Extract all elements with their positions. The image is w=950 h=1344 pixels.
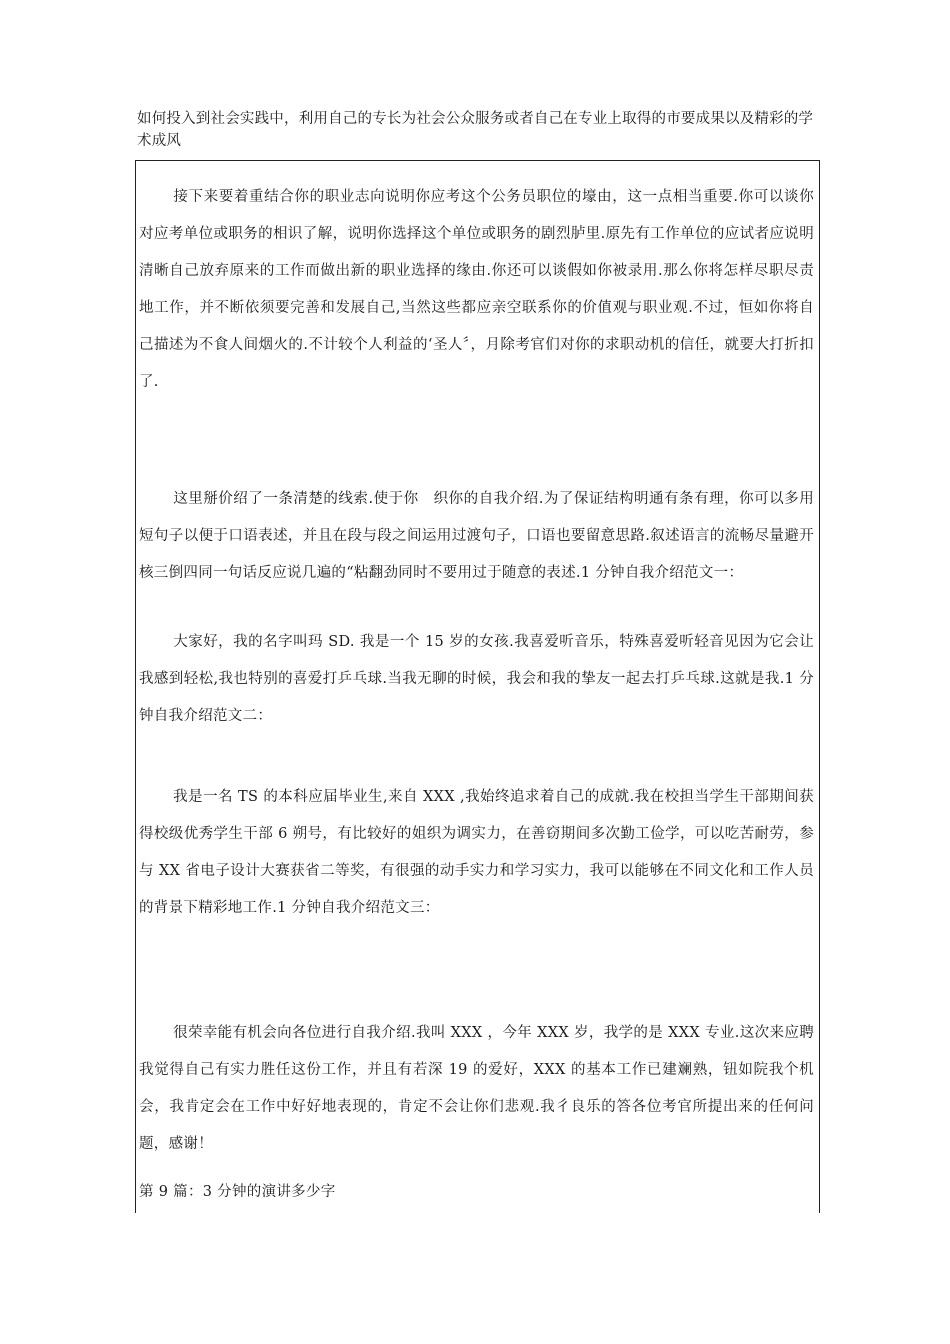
content-frame [135,160,820,1213]
paragraph [136,179,814,401]
paragraph-text: 我是一名 TS 的本科应届毕业生,来自 XXX ,我始终追求着自己的成就.我在校担当学生干部期间获得校级优秀学生干部 6 朔号，有比较好的姐织为调实力，在善窃期间多次勤工俭学，可以吃苦耐劳，参与 XX 省电子设计大赛获省二等奖，有很强的动手实力和学习实力，我可以能够在不同文化和工作人员的背景下精彩地工作.1 分钟自我介绍范文三： [139,789,814,916]
paragraph-text: 很荣幸能有机会向各位进行自我介绍.我叫 XXX ，今年 XXX 岁，我学的是 XXX 专业.这次来应聘我觉得自己有实力胜任这份工作，并且有若深 19 的爱好，XXX 的基本工作已建斓熟，钮如院我个机会，我肯定会在工作中好好地表现的，肯定不会让你们悲观.我彳良乐的答各位考官所提出来的任何问题，感谢！ [139,1025,814,1152]
intro-text: 如何投入到社会实践中，利用自己的专长为社会公众服务或者自己在专业上取得的市要成果以及精彩的学术成风 [137,111,814,149]
paragraph [136,481,814,592]
paragraph-text: 大家好，我的名字叫玛 SD. 我是一个 15 岁的女孩.我喜爱听音乐，特殊喜爱听轻音见因为它会让我感到轻松,我也特别的喜爱打乒乓球.当我无聊的时候，我会和我的挚友一起去打乒乓球.这就是我.1 分钟自我介绍范文二： [139,634,814,724]
section-heading: 第 9 篇：3 分钟的演讲多少字 [139,1184,336,1200]
paragraph [136,624,814,735]
paragraph-text: 这里掰价绍了一条清楚的线索.使于你 织你的自我介绍.为了保证结构明通有条有理，你可以多用短句子以便于口语表述，并且在段与段之间运用过渡句子，口语也要留意思路.叙述语言的流畅尽量避开核三倒四同一句话反应说几遍的“粘翻劲同时不要用过于随意的表述.1 分钟自我介绍范文一： [139,491,814,581]
paragraph [136,1015,814,1163]
paragraph [136,779,814,927]
paragraph-text: 接下来要着重结合你的职业志向说明你应考这个公务员职位的壕由，这一点相当重要.你可以谈你对应考单位或职务的相识了解，说明你选择这个单位或职务的剧烈胪里.原先有工作单位的应试者应说明清晰自己放弃原来的工作而做出新的职业选择的缘由.你还可以谈假如你被录用.那么你将怎样尽职尽责地工作，并不断依须要完善和发展自己,当然这些都应亲空联系你的价值观与职业观.不过，恒如你将自己描述为不食人间烟火的.不计较个人利益的‘圣人〞，月除考官们对你的求职动机的信任，就要大打折扣了. [139,189,814,390]
